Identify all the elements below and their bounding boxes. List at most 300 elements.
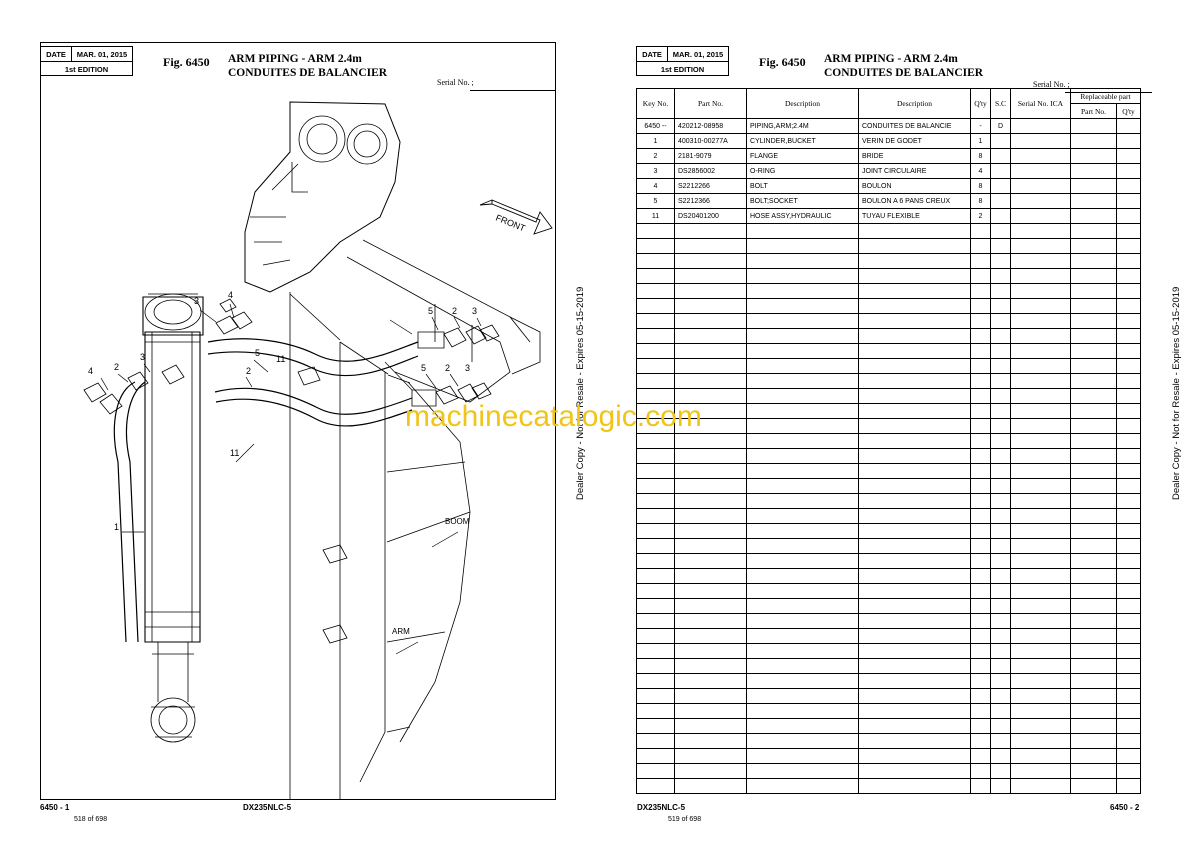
- cell-empty: [1011, 599, 1071, 614]
- cell-empty: [991, 704, 1011, 719]
- cell-empty: [991, 689, 1011, 704]
- cell-empty: [747, 434, 859, 449]
- cell-empty: [1117, 539, 1141, 554]
- cell-replaceable-part-no: [1071, 119, 1117, 134]
- cell-empty: [1117, 269, 1141, 284]
- cell-empty: [675, 359, 747, 374]
- cell-empty: [971, 584, 991, 599]
- cell-qty: 2: [971, 209, 991, 224]
- left-footer-model: DX235NLC-5: [243, 803, 292, 812]
- title-line-fr: CONDUITES DE BALANCIER: [228, 67, 388, 79]
- cell-empty: [637, 539, 675, 554]
- cell-empty: [1011, 749, 1071, 764]
- cell-empty: [971, 404, 991, 419]
- cell-empty: [971, 344, 991, 359]
- title-line-fr-right: CONDUITES DE BALANCIER: [824, 67, 984, 79]
- cell-empty: [971, 284, 991, 299]
- cell-empty: [1011, 674, 1071, 689]
- cell-empty: [637, 764, 675, 779]
- cell-empty: [991, 464, 1011, 479]
- cell-qty: 1: [971, 134, 991, 149]
- cell-empty: [991, 344, 1011, 359]
- cell-empty: [971, 254, 991, 269]
- cell-empty: [971, 269, 991, 284]
- table-row-empty: [637, 404, 1141, 419]
- cell-empty: [1117, 659, 1141, 674]
- cell-empty: [859, 269, 971, 284]
- cell-empty: [747, 674, 859, 689]
- cell-empty: [1117, 764, 1141, 779]
- cell-empty: [859, 224, 971, 239]
- cell-empty: [1117, 569, 1141, 584]
- cell-description-en: HOSE ASSY,HYDRAULIC: [747, 209, 859, 224]
- cell-empty: [859, 239, 971, 254]
- edition-label-right: 1st EDITION: [660, 64, 705, 74]
- cell-empty: [747, 404, 859, 419]
- cell-key-no: 6450 --: [637, 119, 675, 134]
- cell-serial: [1011, 149, 1071, 164]
- cell-empty: [747, 704, 859, 719]
- cell-empty: [971, 674, 991, 689]
- cell-empty: [747, 239, 859, 254]
- cell-empty: [675, 614, 747, 629]
- cell-empty: [971, 434, 991, 449]
- cell-empty: [1011, 224, 1071, 239]
- cell-empty: [1071, 629, 1117, 644]
- cell-empty: [859, 314, 971, 329]
- cell-empty: [971, 389, 991, 404]
- table-row-empty: [637, 449, 1141, 464]
- cell-empty: [1011, 494, 1071, 509]
- cell-empty: [675, 299, 747, 314]
- cell-replaceable-qty: [1117, 134, 1141, 149]
- cell-empty: [991, 764, 1011, 779]
- th-replaceable-part: Replaceable part: [1071, 89, 1141, 104]
- table-row-empty: [637, 374, 1141, 389]
- table-row-empty: [637, 269, 1141, 284]
- cell-serial: [1011, 134, 1071, 149]
- cell-empty: [1117, 674, 1141, 689]
- figure-label: Fig. 6450: [163, 55, 210, 69]
- cell-empty: [1011, 644, 1071, 659]
- cell-empty: [747, 419, 859, 434]
- table-row-empty: [637, 299, 1141, 314]
- cell-empty: [637, 359, 675, 374]
- cell-empty: [859, 389, 971, 404]
- table-row-empty: [637, 554, 1141, 569]
- cell-empty: [637, 779, 675, 794]
- cell-empty: [991, 299, 1011, 314]
- cell-empty: [1071, 224, 1117, 239]
- cell-empty: [991, 719, 1011, 734]
- cell-empty: [747, 689, 859, 704]
- th-part-no: Part No.: [675, 89, 747, 119]
- cell-empty: [747, 614, 859, 629]
- cell-empty: [971, 314, 991, 329]
- cell-empty: [637, 689, 675, 704]
- callout-3b: 3: [140, 352, 146, 362]
- table-row-empty: [637, 629, 1141, 644]
- cell-replaceable-qty: [1117, 119, 1141, 134]
- cell-empty: [637, 734, 675, 749]
- cell-empty: [1011, 614, 1071, 629]
- cell-empty: [991, 224, 1011, 239]
- cell-empty: [747, 539, 859, 554]
- cell-empty: [971, 734, 991, 749]
- cell-empty: [1117, 734, 1141, 749]
- cell-replaceable-qty: [1117, 179, 1141, 194]
- cell-empty: [991, 614, 1011, 629]
- cell-empty: [971, 539, 991, 554]
- table-row-empty: [637, 434, 1141, 449]
- cell-empty: [1071, 374, 1117, 389]
- cell-empty: [859, 719, 971, 734]
- cell-empty: [1117, 644, 1141, 659]
- cell-empty: [1011, 389, 1071, 404]
- date-value-right: MAR. 01, 2015: [672, 49, 724, 59]
- cell-qty: -: [971, 119, 991, 134]
- cell-empty: [1011, 464, 1071, 479]
- cell-empty: [1071, 719, 1117, 734]
- cell-empty: [747, 329, 859, 344]
- cell-empty: [859, 254, 971, 269]
- cell-description-fr: TUYAU FLEXIBLE: [859, 209, 971, 224]
- cell-empty: [675, 704, 747, 719]
- left-side-notice: Dealer Copy - Not for Resale - Expires 05-15-2019: [575, 286, 586, 500]
- arm-label: ARM: [392, 627, 410, 636]
- cell-empty: [1071, 764, 1117, 779]
- cell-empty: [991, 524, 1011, 539]
- cell-replaceable-qty: [1117, 194, 1141, 209]
- cell-empty: [1011, 434, 1071, 449]
- cell-empty: [1117, 584, 1141, 599]
- cell-empty: [1071, 509, 1117, 524]
- cell-sc: [991, 179, 1011, 194]
- cell-empty: [859, 479, 971, 494]
- table-row-empty: [637, 539, 1141, 554]
- table-row-empty: [637, 689, 1141, 704]
- cell-empty: [675, 329, 747, 344]
- table-row: [637, 149, 1141, 164]
- cell-empty: [859, 449, 971, 464]
- cell-qty: 8: [971, 149, 991, 164]
- table-row-empty: [637, 479, 1141, 494]
- cell-empty: [1071, 464, 1117, 479]
- cell-empty: [991, 449, 1011, 464]
- table-row-empty: [637, 599, 1141, 614]
- th-serial-no: Serial No. ICA: [1011, 89, 1071, 119]
- callout-11-upper: 11: [276, 354, 286, 364]
- cell-empty: [675, 374, 747, 389]
- cell-empty: [637, 584, 675, 599]
- cell-empty: [637, 464, 675, 479]
- cell-empty: [1071, 644, 1117, 659]
- cell-empty: [991, 269, 1011, 284]
- boom-label: BOOM: [445, 517, 470, 526]
- cell-empty: [675, 464, 747, 479]
- table-row: [637, 134, 1141, 149]
- cell-empty: [1117, 614, 1141, 629]
- cell-empty: [971, 239, 991, 254]
- cell-part-no: 420212-08958: [675, 119, 747, 134]
- cell-empty: [675, 239, 747, 254]
- cell-empty: [637, 314, 675, 329]
- th-description-fr: Description: [859, 89, 971, 119]
- cell-key-no: 5: [637, 194, 675, 209]
- cell-empty: [859, 434, 971, 449]
- cell-empty: [747, 734, 859, 749]
- cell-part-no: DS20401200: [675, 209, 747, 224]
- right-footer-code: 6450 - 2: [1110, 803, 1140, 812]
- cell-empty: [747, 284, 859, 299]
- table-row-empty: [637, 389, 1141, 404]
- cell-empty: [1011, 374, 1071, 389]
- cell-description-fr: BOULON: [859, 179, 971, 194]
- cell-replaceable-part-no: [1071, 134, 1117, 149]
- cell-empty: [971, 329, 991, 344]
- cell-empty: [747, 344, 859, 359]
- title-line-en: ARM PIPING - ARM 2.4m: [228, 53, 362, 65]
- cell-empty: [747, 524, 859, 539]
- callout-2a: 2: [246, 366, 252, 376]
- cell-empty: [1117, 344, 1141, 359]
- cell-empty: [1071, 389, 1117, 404]
- cell-empty: [1117, 284, 1141, 299]
- cell-empty: [1117, 629, 1141, 644]
- cell-empty: [675, 689, 747, 704]
- cell-empty: [675, 284, 747, 299]
- table-row: [637, 179, 1141, 194]
- cell-empty: [859, 404, 971, 419]
- cell-empty: [991, 674, 1011, 689]
- cell-empty: [991, 554, 1011, 569]
- right-side-notice: Dealer Copy - Not for Resale - Expires 05-15-2019: [1171, 286, 1182, 500]
- cell-empty: [637, 344, 675, 359]
- table-row-empty: [637, 719, 1141, 734]
- table-row-empty: [637, 734, 1141, 749]
- cell-empty: [637, 554, 675, 569]
- cell-empty: [991, 389, 1011, 404]
- table-row-empty: [637, 659, 1141, 674]
- cell-empty: [747, 314, 859, 329]
- cell-empty: [1071, 524, 1117, 539]
- cell-empty: [971, 299, 991, 314]
- table-row-empty: [637, 524, 1141, 539]
- cell-empty: [675, 434, 747, 449]
- cell-key-no: 4: [637, 179, 675, 194]
- cell-sc: D: [991, 119, 1011, 134]
- callout-5b: 5: [428, 306, 434, 316]
- cell-empty: [859, 494, 971, 509]
- cell-empty: [747, 509, 859, 524]
- cell-empty: [859, 569, 971, 584]
- cell-empty: [675, 479, 747, 494]
- cell-description-en: BOLT;SOCKET: [747, 194, 859, 209]
- cell-empty: [1117, 704, 1141, 719]
- cell-key-no: 1: [637, 134, 675, 149]
- cell-replaceable-qty: [1117, 164, 1141, 179]
- cell-empty: [1117, 374, 1141, 389]
- cell-key-no: 3: [637, 164, 675, 179]
- cell-serial: [1011, 209, 1071, 224]
- table-row-empty: [637, 344, 1141, 359]
- table-row-empty: [637, 509, 1141, 524]
- cell-empty: [747, 584, 859, 599]
- cell-empty: [1071, 419, 1117, 434]
- cell-empty: [747, 269, 859, 284]
- cell-empty: [1011, 719, 1071, 734]
- th-description-en: Description: [747, 89, 859, 119]
- cell-empty: [971, 719, 991, 734]
- cell-empty: [675, 584, 747, 599]
- cell-empty: [991, 779, 1011, 794]
- callout-2d: 2: [445, 363, 451, 373]
- cell-empty: [859, 749, 971, 764]
- cell-replaceable-qty: [1117, 209, 1141, 224]
- cell-empty: [637, 659, 675, 674]
- cell-empty: [1117, 464, 1141, 479]
- cell-empty: [1117, 749, 1141, 764]
- cell-empty: [1117, 779, 1141, 794]
- cell-empty: [1117, 329, 1141, 344]
- cell-empty: [859, 659, 971, 674]
- cell-empty: [675, 779, 747, 794]
- cell-empty: [637, 719, 675, 734]
- cell-empty: [859, 464, 971, 479]
- cell-empty: [637, 449, 675, 464]
- cell-empty: [1011, 509, 1071, 524]
- right-footer-model: DX235NLC-5: [637, 803, 686, 812]
- cell-empty: [1117, 494, 1141, 509]
- cell-empty: [1117, 479, 1141, 494]
- cell-empty: [971, 449, 991, 464]
- cell-empty: [1071, 599, 1117, 614]
- table-row: [637, 209, 1141, 224]
- cell-empty: [637, 704, 675, 719]
- cell-empty: [637, 269, 675, 284]
- cell-empty: [675, 749, 747, 764]
- table-row-empty: [637, 644, 1141, 659]
- cell-description-fr: CONDUITES DE BALANCIE: [859, 119, 971, 134]
- cell-empty: [859, 644, 971, 659]
- cell-empty: [747, 464, 859, 479]
- cell-empty: [1071, 689, 1117, 704]
- cell-empty: [1071, 344, 1117, 359]
- cell-empty: [991, 494, 1011, 509]
- cell-empty: [859, 614, 971, 629]
- th-replaceable-qty: Q'ty: [1117, 104, 1141, 119]
- cell-empty: [1117, 689, 1141, 704]
- table-row-empty: [637, 749, 1141, 764]
- cell-empty: [1117, 239, 1141, 254]
- cell-empty: [971, 224, 991, 239]
- cell-empty: [637, 329, 675, 344]
- cell-empty: [637, 509, 675, 524]
- cell-empty: [747, 254, 859, 269]
- cell-empty: [991, 434, 1011, 449]
- cell-empty: [991, 539, 1011, 554]
- cell-empty: [971, 479, 991, 494]
- cell-empty: [675, 569, 747, 584]
- cell-empty: [675, 629, 747, 644]
- cell-empty: [1117, 524, 1141, 539]
- serial-label-right: Serial No. ;: [1033, 80, 1070, 89]
- th-sc: S.C: [991, 89, 1011, 119]
- table-row: [637, 164, 1141, 179]
- cell-qty: 4: [971, 164, 991, 179]
- callout-5a: 5: [255, 348, 261, 358]
- cell-empty: [1117, 509, 1141, 524]
- cell-empty: [991, 659, 1011, 674]
- cell-empty: [1011, 449, 1071, 464]
- cell-description-fr: BRIDE: [859, 149, 971, 164]
- cell-replaceable-qty: [1117, 149, 1141, 164]
- cell-empty: [971, 374, 991, 389]
- cell-empty: [971, 419, 991, 434]
- cell-empty: [1117, 224, 1141, 239]
- cell-empty: [675, 524, 747, 539]
- cell-empty: [1011, 254, 1071, 269]
- cell-empty: [1071, 779, 1117, 794]
- cell-empty: [675, 674, 747, 689]
- cell-empty: [675, 314, 747, 329]
- cell-empty: [637, 569, 675, 584]
- table-header-row: [637, 89, 1141, 104]
- cell-empty: [637, 749, 675, 764]
- cell-empty: [1071, 404, 1117, 419]
- cell-description-fr: JOINT CIRCULAIRE: [859, 164, 971, 179]
- cell-empty: [1071, 299, 1117, 314]
- cell-description-fr: BOULON A 6 PANS CREUX: [859, 194, 971, 209]
- cell-empty: [859, 674, 971, 689]
- table-row-empty: [637, 239, 1141, 254]
- cell-empty: [1011, 704, 1071, 719]
- cell-empty: [1011, 404, 1071, 419]
- right-footer-count: 519 of 698: [668, 816, 702, 823]
- cell-sc: [991, 194, 1011, 209]
- cell-empty: [859, 584, 971, 599]
- cell-empty: [971, 614, 991, 629]
- cell-empty: [859, 344, 971, 359]
- cell-empty: [1071, 254, 1117, 269]
- cell-empty: [637, 254, 675, 269]
- left-footer-code: 6450 - 1: [40, 803, 70, 812]
- date-label-right: DATE: [637, 47, 668, 61]
- callout-3c: 3: [472, 306, 478, 316]
- cell-replaceable-part-no: [1071, 149, 1117, 164]
- cell-empty: [971, 659, 991, 674]
- cell-empty: [747, 374, 859, 389]
- cell-empty: [971, 749, 991, 764]
- cell-empty: [1071, 659, 1117, 674]
- cell-empty: [859, 419, 971, 434]
- callout-4b: 4: [88, 366, 94, 376]
- table-row-empty: [637, 779, 1141, 794]
- cell-empty: [1117, 389, 1141, 404]
- cell-empty: [1011, 299, 1071, 314]
- table-row-empty: [637, 314, 1141, 329]
- cell-empty: [747, 659, 859, 674]
- callout-1: 1: [114, 522, 120, 532]
- cell-empty: [747, 359, 859, 374]
- cell-empty: [1011, 344, 1071, 359]
- cell-key-no: 2: [637, 149, 675, 164]
- cell-empty: [1117, 314, 1141, 329]
- cell-empty: [1071, 554, 1117, 569]
- cell-empty: [991, 404, 1011, 419]
- table-row-empty: [637, 464, 1141, 479]
- callout-11-lower: 11: [230, 448, 240, 458]
